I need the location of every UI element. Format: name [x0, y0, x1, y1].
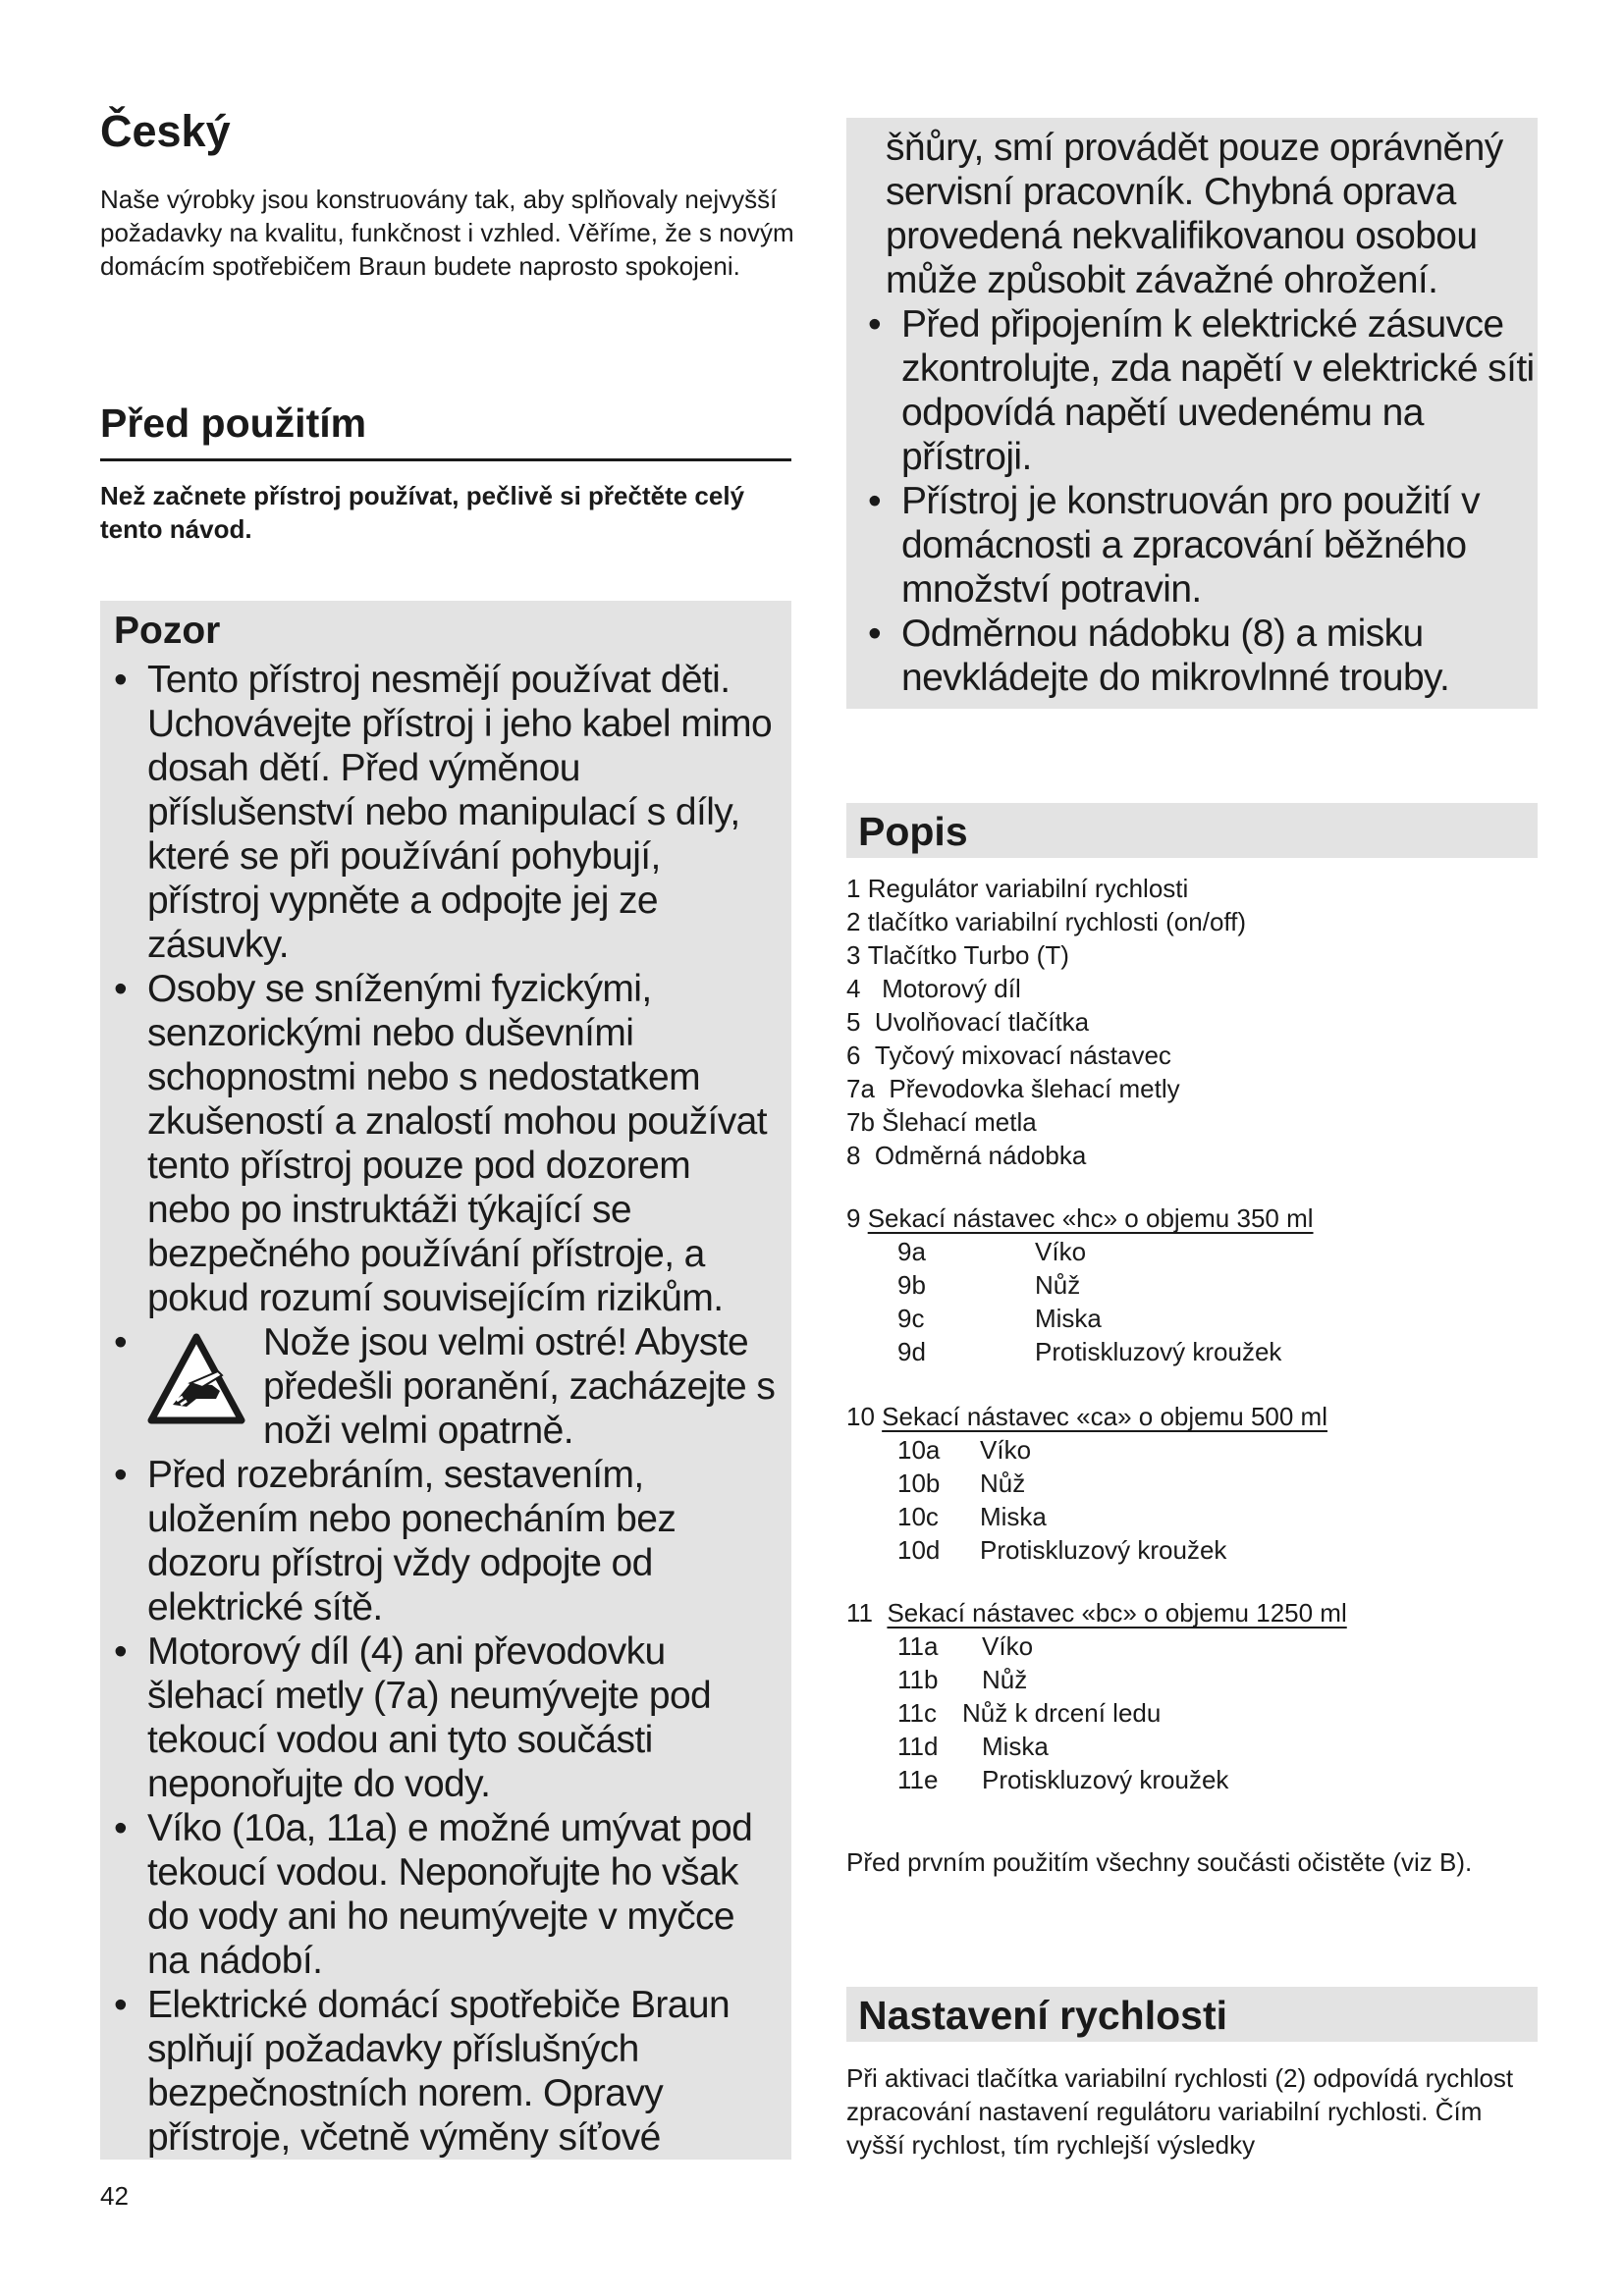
speed-text: Při aktivaci tlačítka variabilní rychlosti (2) odpovídá rychlost zpracování nastavení regulátoru variabilní rychlosti. Čím vyšší rychlost, tím rychlejší výsledky [846, 2063, 1514, 2160]
cleaning-note: Před prvním použitím všechny součásti očistěte (viz B). [846, 1847, 1473, 1877]
caution-box-continued [846, 118, 1538, 709]
caution-item: • Odměrnou nádobku (8) a misku nevkládejte do mikrovlnné trouby. [868, 612, 1536, 700]
part-subitem-label: Nůž [1035, 1270, 1081, 1300]
part-group: 10 Sekací nástavec «ca» o objemu 500 ml [846, 1402, 1327, 1431]
caution-continued-list [868, 302, 1536, 700]
intro-text: Naše výrobky jsou konstruovány tak, aby splňovaly nejvyšší požadavky na kvalitu, funkčnost i vzhled. Věříme, že s novým domácím spotřebičem Braun budete naprosto spokojeni. [100, 185, 794, 281]
speed-heading: Nastavení rychlosti [858, 1993, 1227, 2038]
part-subitem-label: Nůž k drcení ledu [962, 1698, 1162, 1728]
part-subitem-num: 11d [897, 1732, 939, 1761]
speed-heading-bar [846, 1987, 1538, 2042]
before-use-heading: Před použitím [100, 400, 367, 446]
caution-item: • Osoby se sníženými fyzickými, senzorickými nebo duševními schopnostmi nebo s nedostatkem zkušeností a znalostí mohou používat tento přístroj pouze pod dozorem nebo po instruktáži týkající se bezpečného používání přístroje, a pokud rozumí souvisejícím rizikům. [114, 967, 782, 1320]
caution-item: • Elektrické domácí spotřebiče Braun splňují požadavky příslušných bezpečnostních norem. Opravy přístroje, včetně výměny síťové [114, 1983, 782, 2160]
part-item: 7b Šlehací metla [846, 1107, 1037, 1137]
part-subitem-num: 10d [897, 1535, 941, 1565]
description-heading-bar [846, 803, 1538, 858]
part-subitem-num: 9c [897, 1304, 925, 1333]
part-subitem-label: Víko [982, 1631, 1034, 1661]
caution-item: • Motorový díl (4) ani převodovku šlehací metly (7a) neumývejte pod tekoucí vodou ani tyto součásti neponořujte do vody. [114, 1629, 782, 1806]
heading-rule [100, 458, 791, 461]
caution-item: • Víko (10a, 11a) e možné umývat pod tekoucí vodou. Neponořujte ho však do vody ani ho neumývejte v myčce na nádobí. [114, 1806, 782, 1983]
part-item: 3 Tlačítko Turbo (T) [846, 940, 1069, 970]
caution-item-knives [114, 1320, 782, 1453]
caution-list [114, 658, 782, 2160]
part-subitem-num: 11a [897, 1631, 939, 1661]
part-subitem-num: 10b [897, 1468, 941, 1498]
part-subitem-num: 10a [897, 1435, 941, 1465]
part-subitem-label: Nůž [982, 1665, 1028, 1694]
caution-item: • Přístroj je konstruován pro použití v domácnosti a zpracování běžného množství potravin. [868, 479, 1536, 612]
part-subitem-num: 9b [897, 1270, 926, 1300]
part-subitem-label: Protiskluzový kroužek [980, 1535, 1227, 1565]
part-item: 8 Odměrná nádobka [846, 1141, 1087, 1170]
part-group: 11 Sekací nástavec «bc» o objemu 1250 ml [846, 1598, 1347, 1628]
part-item: 2 tlačítko variabilní rychlosti (on/off) [846, 907, 1247, 936]
part-subitem-label: Protiskluzový kroužek [982, 1765, 1229, 1794]
part-item: 5 Uvolňovací tlačítka [846, 1007, 1090, 1037]
part-subitem-num: 11b [897, 1665, 939, 1694]
part-subitem-label: Nůž [980, 1468, 1026, 1498]
before-use-text: Než začnete přístroj používat, pečlivě si přečtěte celý tento návod. [100, 481, 745, 544]
description-heading: Popis [858, 809, 968, 854]
part-subitem-num: 11c [897, 1698, 937, 1728]
caution-item: • Tento přístroj nesmějí používat děti. Uchovávejte přístroj i jeho kabel mimo dosah dětí. Před výměnou příslušenství nebo manipulací s díly, které se při používání pohybují, přístroj vypněte a odpojte jej ze zásuvky. [114, 658, 782, 967]
part-item: 6 Tyčový mixovací nástavec [846, 1041, 1171, 1070]
caution-continued-text: šňůry, smí provádět pouze oprávněný servisní pracovník. Chybná oprava provedená nekvalifikovanou osobou může způsobit závažné ohrožení. [886, 127, 1503, 301]
part-item: 4 Motorový díl [846, 974, 1021, 1003]
caution-item: • Před rozebráním, sestavením, uložením nebo ponecháním bez dozoru přístroj vždy odpojte od elektrické sítě. [114, 1453, 782, 1629]
part-subitem-num: 11e [897, 1765, 939, 1794]
part-subitem-label: Víko [980, 1435, 1032, 1465]
part-subitem-label: Miska [982, 1732, 1049, 1761]
part-subitem-label: Miska [980, 1502, 1047, 1531]
part-group: 9 Sekací nástavec «hc» o objemu 350 ml [846, 1203, 1314, 1233]
page-number: 42 [100, 2181, 129, 2211]
sharp-knife-warning-icon [147, 1332, 245, 1430]
part-item: 1 Regulátor variabilní rychlosti [846, 874, 1189, 903]
knife-warning-text: • Nože jsou velmi ostré! Abyste předešli poranění, zacházejte s noži velmi opatrně. [263, 1321, 776, 1452]
language-heading: Český [100, 106, 231, 156]
caution-item: • Před připojením k elektrické zásuvce zkontrolujte, zda napětí v elektrické síti odpovídá napětí uvedenému na přístroji. [868, 302, 1536, 479]
caution-box [100, 601, 791, 2160]
part-subitem-label: Víko [1035, 1237, 1087, 1266]
part-item: 7a Převodovka šlehací metly [846, 1074, 1180, 1103]
part-subitem-label: Protiskluzový kroužek [1035, 1337, 1282, 1366]
caution-title: Pozor [114, 610, 221, 652]
part-subitem-num: 9d [897, 1337, 926, 1366]
part-subitem-label: Miska [1035, 1304, 1102, 1333]
part-subitem-num: 9a [897, 1237, 926, 1266]
part-subitem-num: 10c [897, 1502, 939, 1531]
